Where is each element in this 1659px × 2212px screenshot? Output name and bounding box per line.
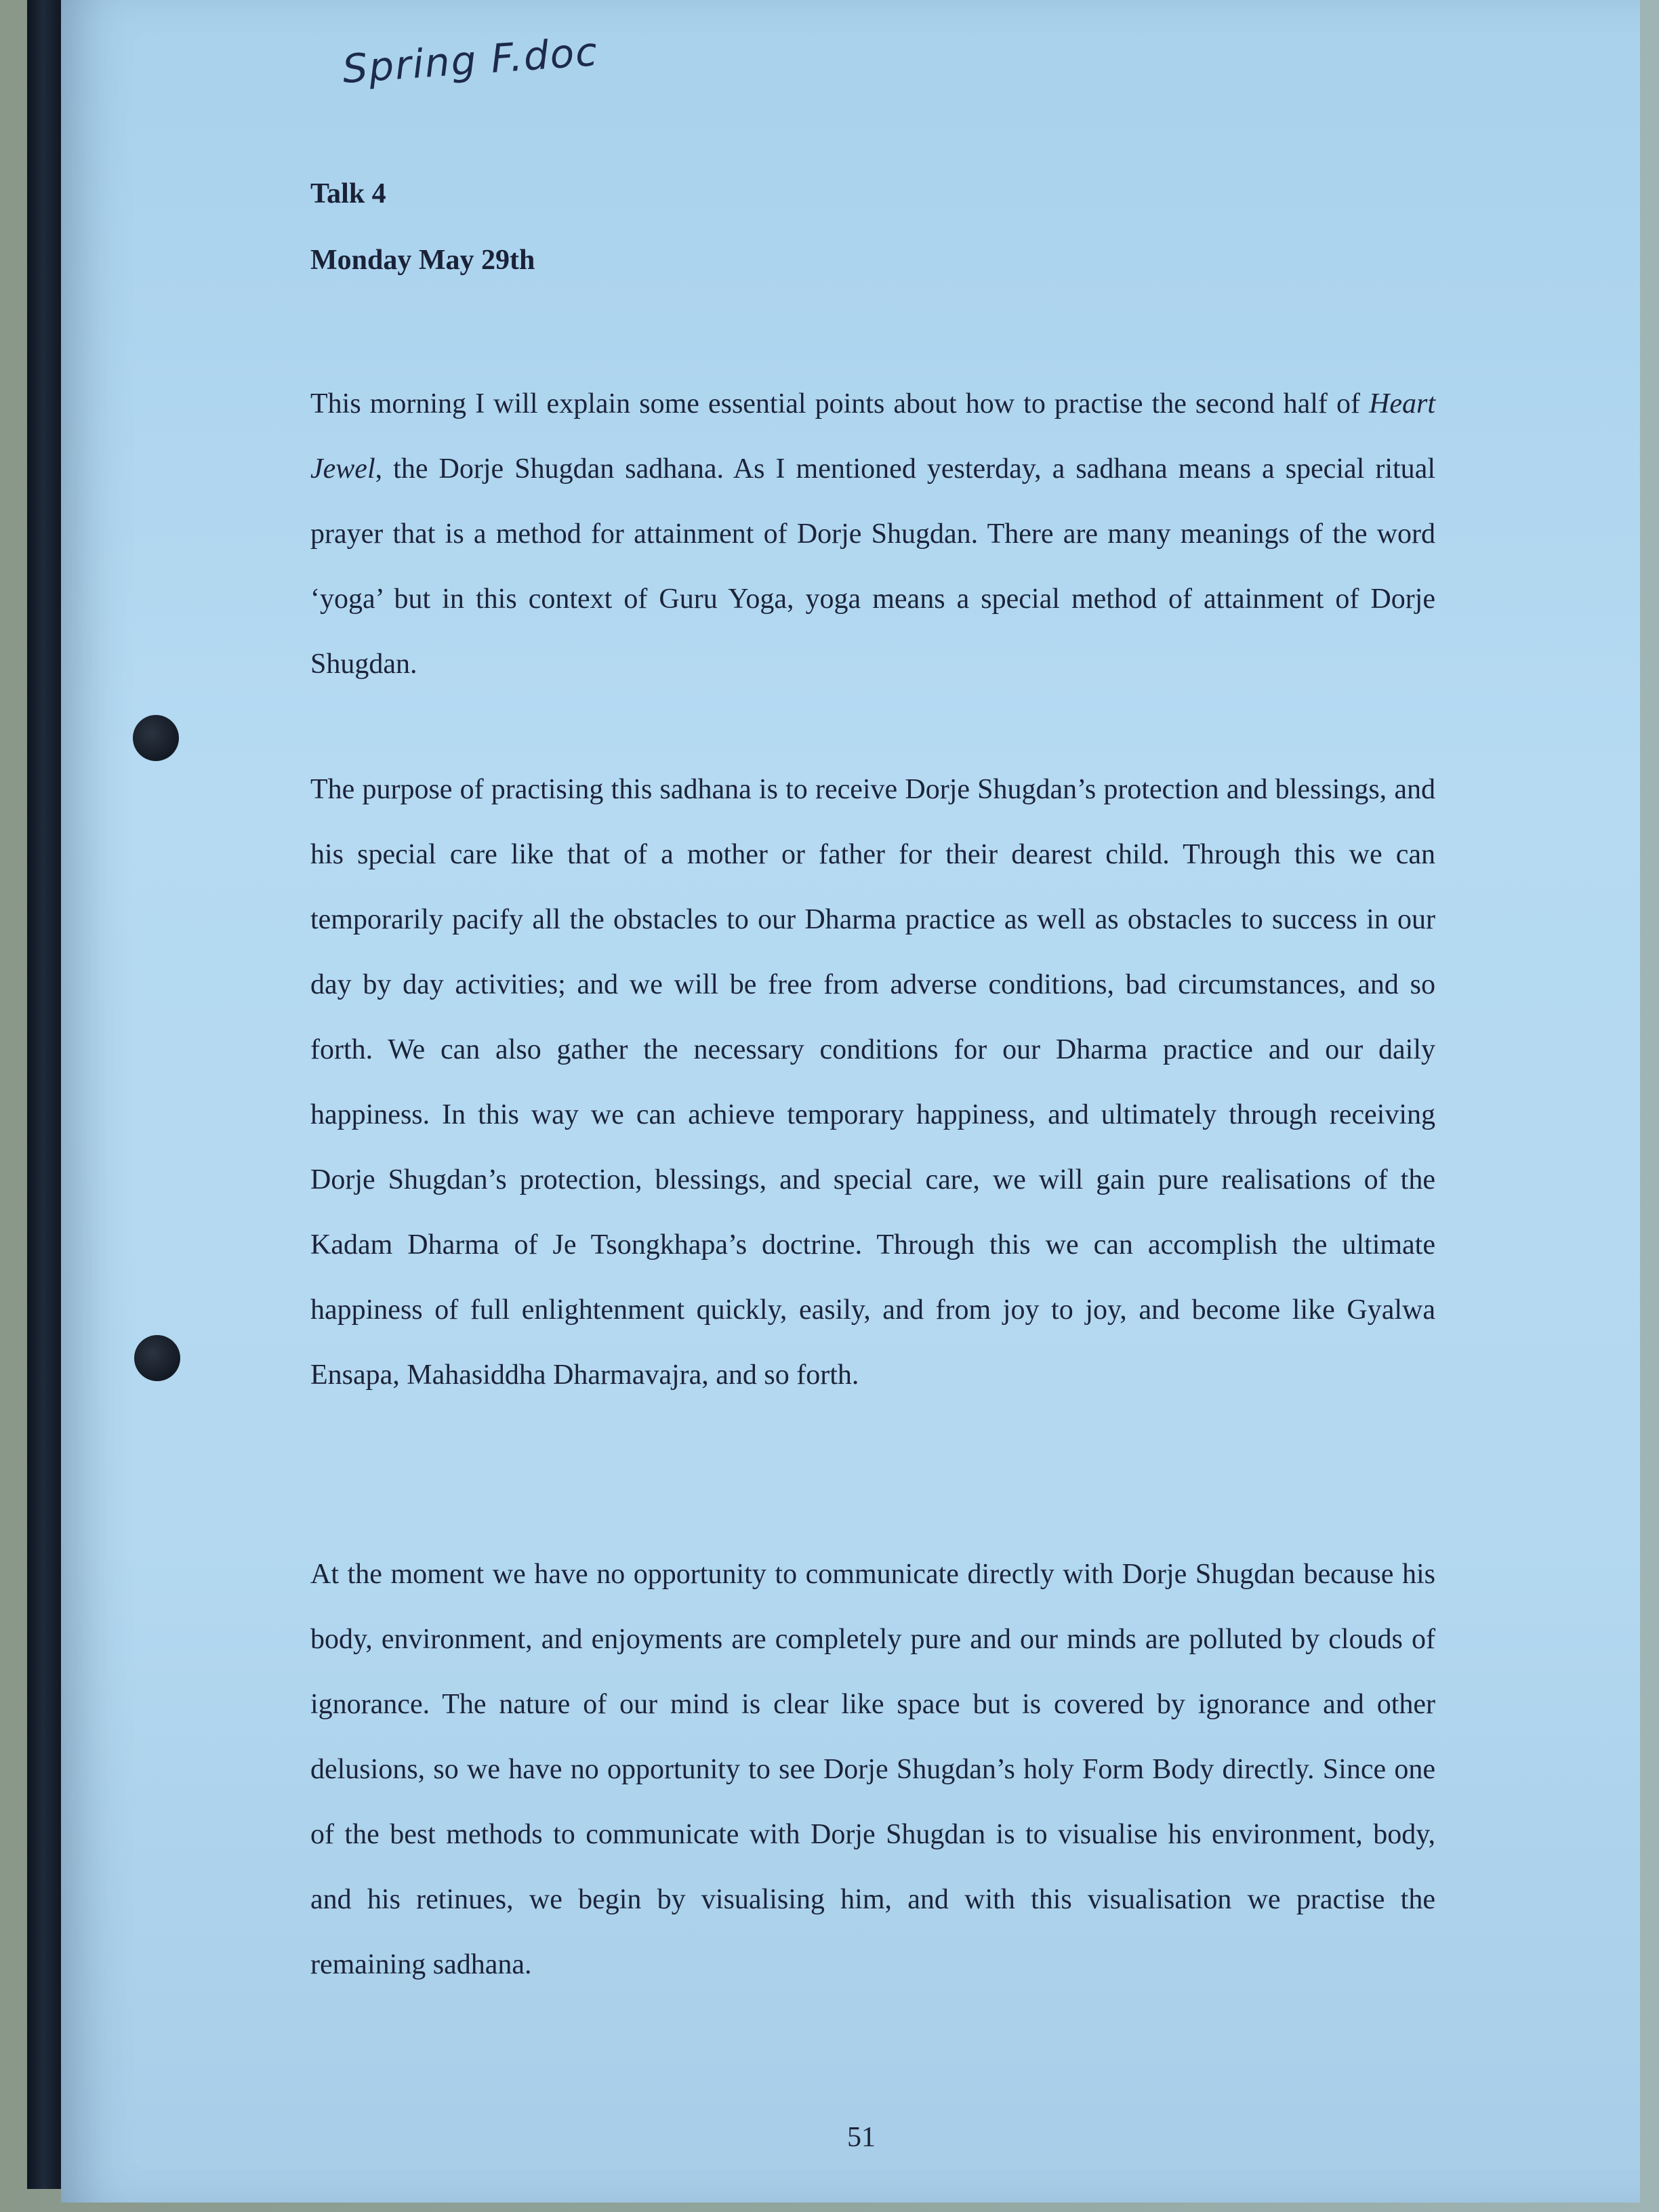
paragraph-3: At the moment we have no opportunity to communicate directly with Dorje Shugdan because his body, environment, and enjoyments are completely pure and our minds are polluted by clouds of ignorance. The nature of our mind is clear like space but is covered by ignorance and other delusions, so we have no opportunity to see Dorje Shugdan’s holy Form Body directly. Since one of the best methods to communicate with Dorje Shugdan is to visualise his environment, body, and his retinues, we begin by visualising him, and with this visualisation we practise the remaining sadhana. (310, 1559, 1435, 1980)
talk-heading: Talk 4 (310, 178, 386, 209)
handwritten-note: Spring F.doc (341, 28, 600, 93)
paragraph-1-text-a: This morning I will explain some essential points about how to practise the second half of (310, 388, 1369, 419)
paragraph-2: The purpose of practising this sadhana is to receive Dorje Shugdan’s protection and blessings, and his special care like that of a mother or father for their dearest child. Through this we can temporarily pacify all the obstacles to our Dharma practice as well as obstacles to success in our day by day activities; and we will be free from adverse conditions, bad circumstances, and so forth. We can also gather the necessary conditions for our Dharma practice and our daily happiness. In this way we can achieve temporary happiness, and ultimately through receiving Dorje Shugdan’s protection, blessings, and special care, we will gain pure realisations of the Kadam Dharma of Je Tsongkhapa’s doctrine. Through this we can accomplish the ultimate happiness of full enlightenment quickly, easily, and from joy to joy, and become like Gyalwa Ensapa, Mahasiddha Dharmavajra, and so forth. (310, 774, 1435, 1391)
punch-hole (134, 1335, 180, 1381)
punch-hole (133, 715, 179, 761)
paragraph-1 (310, 371, 1435, 697)
paragraph-1-text-b: , the Dorje Shugdan sadhana. As I mentioned yesterday, a sadhana means a special ritual prayer that is a method for attainment of Dorje Shugdan. There are many meanings of the word ‘yoga’ but in this context of Guru Yoga, yoga means a special method of attainment of Dorje Shugdan. (310, 453, 1435, 680)
book-title: Heart Jewel (310, 388, 1435, 485)
page-number: 51 (847, 2122, 876, 2153)
date-heading: Monday May 29th (310, 245, 535, 276)
